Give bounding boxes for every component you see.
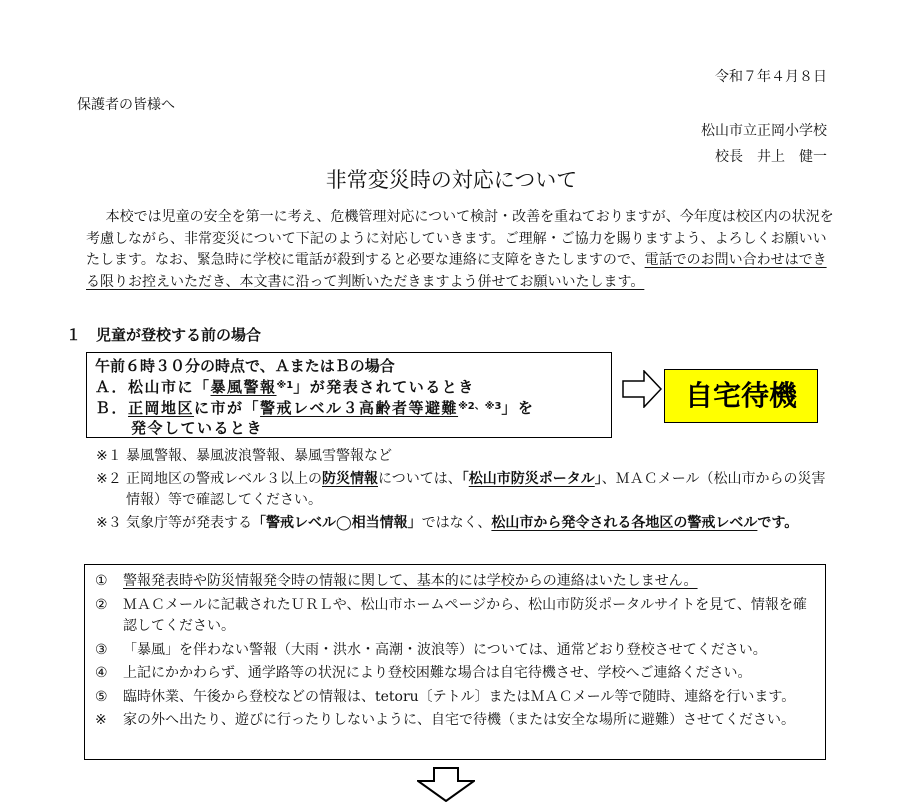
footnote-1 <box>96 446 826 467</box>
condition-box <box>86 352 612 438</box>
info-item-2: ② ＭＡＣメールに記載されたＵＲＬや、松山市ホームページから、松山市防災ポータルサイトを見て、情報を確認してください。 <box>95 595 817 638</box>
condition-b-continued: 発令しているとき <box>131 419 264 437</box>
info-item-5-text: 臨時休業、午後から登校などの情報は、tetoru〔テトル〕またはＭＡＣメール等で随時、連絡を行います。 <box>123 688 796 705</box>
info-item-1: ① 警報発表時や防災情報発令時の情報に関して、基本的には学校からの連絡はいたしません。 <box>95 571 817 593</box>
info-item-4-text: 上記にかかわらず、通学路等の状況により登校困難な場合は自宅待機させ、学校へご連絡ください。 <box>123 665 752 681</box>
footnote-1-mark: ※１ <box>96 448 122 464</box>
condition-heading: 午前６時３０分の時点で、ＡまたはＢの場合 <box>95 357 395 375</box>
section-1-heading: １ 児童が登校する前の場合 <box>66 326 262 344</box>
info-item-4: ④ 上記にかかわらず、通学路等の状況により登校困難な場合は自宅待機させ、学校へご連絡ください。 <box>95 663 817 685</box>
info-item-1-text: 警報発表時や防災情報発令時の情報に関して、基本的には学校からの連絡はいたしません。 <box>123 573 698 589</box>
info-item-5: ⑤ 臨時休業、午後から登校などの情報は、tetoru〔テトル〕またはＭＡＣメール等で随時、連絡を行います。 <box>95 687 817 709</box>
info-item-3: ③ 「暴風」を伴わない警報（大雨・洪水・高潮・波浪等）については、通常どおり登校させてください。 <box>95 640 817 662</box>
document-date: 令和７年４月８日 <box>715 69 827 85</box>
condition-a: Ａ．松山市に「暴風警報$^{※1}$」が発表されているとき <box>95 378 475 396</box>
footnote-1-text: 暴風警報、暴風波浪警報、暴風雪警報など <box>126 448 392 464</box>
school-name: 松山市立正岡小学校 <box>701 123 827 139</box>
footnote-3 <box>96 513 826 534</box>
footnotes <box>96 446 826 536</box>
info-item-note-text: 家の外へ出たり、遊びに行ったりしないように、自宅で待機（または安全な場所に避難）させてください。 <box>123 712 795 728</box>
document-title: 非常変災時の対応について <box>325 168 578 192</box>
condition-b: Ｂ．正岡地区に市が「警戒レベル３高齢者等避難$^{※2、※3}$」を <box>95 399 535 417</box>
info-item-3-text: 「暴風」を伴わない警報（大雨・洪水・高潮・波浪等）については、通常どおり登校させてください。 <box>123 641 767 658</box>
intro-paragraph <box>86 207 834 293</box>
footnote-3-text: 気象庁等が発表する「警戒レベル◯相当情報」ではなく、松山市から発令される各地区の警戒レベルです。 <box>126 515 799 531</box>
info-item-2-text: ＭＡＣメールに記載されたＵＲＬや、松山市ホームページから、松山市防災ポータルサイトを見て、情報を確認してください。 <box>123 596 807 634</box>
right-arrow-icon <box>622 370 662 408</box>
intro-underlined-text: 電話でのお問い合わせはできる限りお控えいただき、本文書に沿って判断いただきますよう併せてお願いいたします。 <box>86 252 827 290</box>
recipient: 保護者の皆様へ <box>77 97 175 113</box>
footnote-2 <box>96 469 826 511</box>
info-box <box>84 564 826 760</box>
footnote-2-mark: ※２ <box>96 471 122 487</box>
principal-name: 校長 井上 健一 <box>715 149 827 165</box>
intro-text: 本校では児童の安全を第一に考え、危機管理対応について検討・改善を重ねておりますが、今年度は校区内の状況を考慮しながら、非常変災について下記のように対応していきます。ご理解・ご協力を賜りますよう、よろしくお願いいたします。なお、緊急時に学校に電話が殺到すると必要な連絡に支障をきたしますので、 <box>86 209 834 268</box>
down-arrow-icon <box>417 767 475 802</box>
info-item-note: ※ 家の外へ出たり、遊びに行ったりしないように、自宅で待機（または安全な場所に避難）させてください。 <box>95 710 817 732</box>
footnote-3-mark: ※３ <box>96 515 122 531</box>
footnote-2-text: 正岡地区の警戒レベル３以上の防災情報については、「松山市防災ポータル」、ＭＡＣメール（松山市からの災害情報）等で確認してください。 <box>126 471 826 508</box>
stay-home-label: 自宅待機 <box>664 369 818 423</box>
